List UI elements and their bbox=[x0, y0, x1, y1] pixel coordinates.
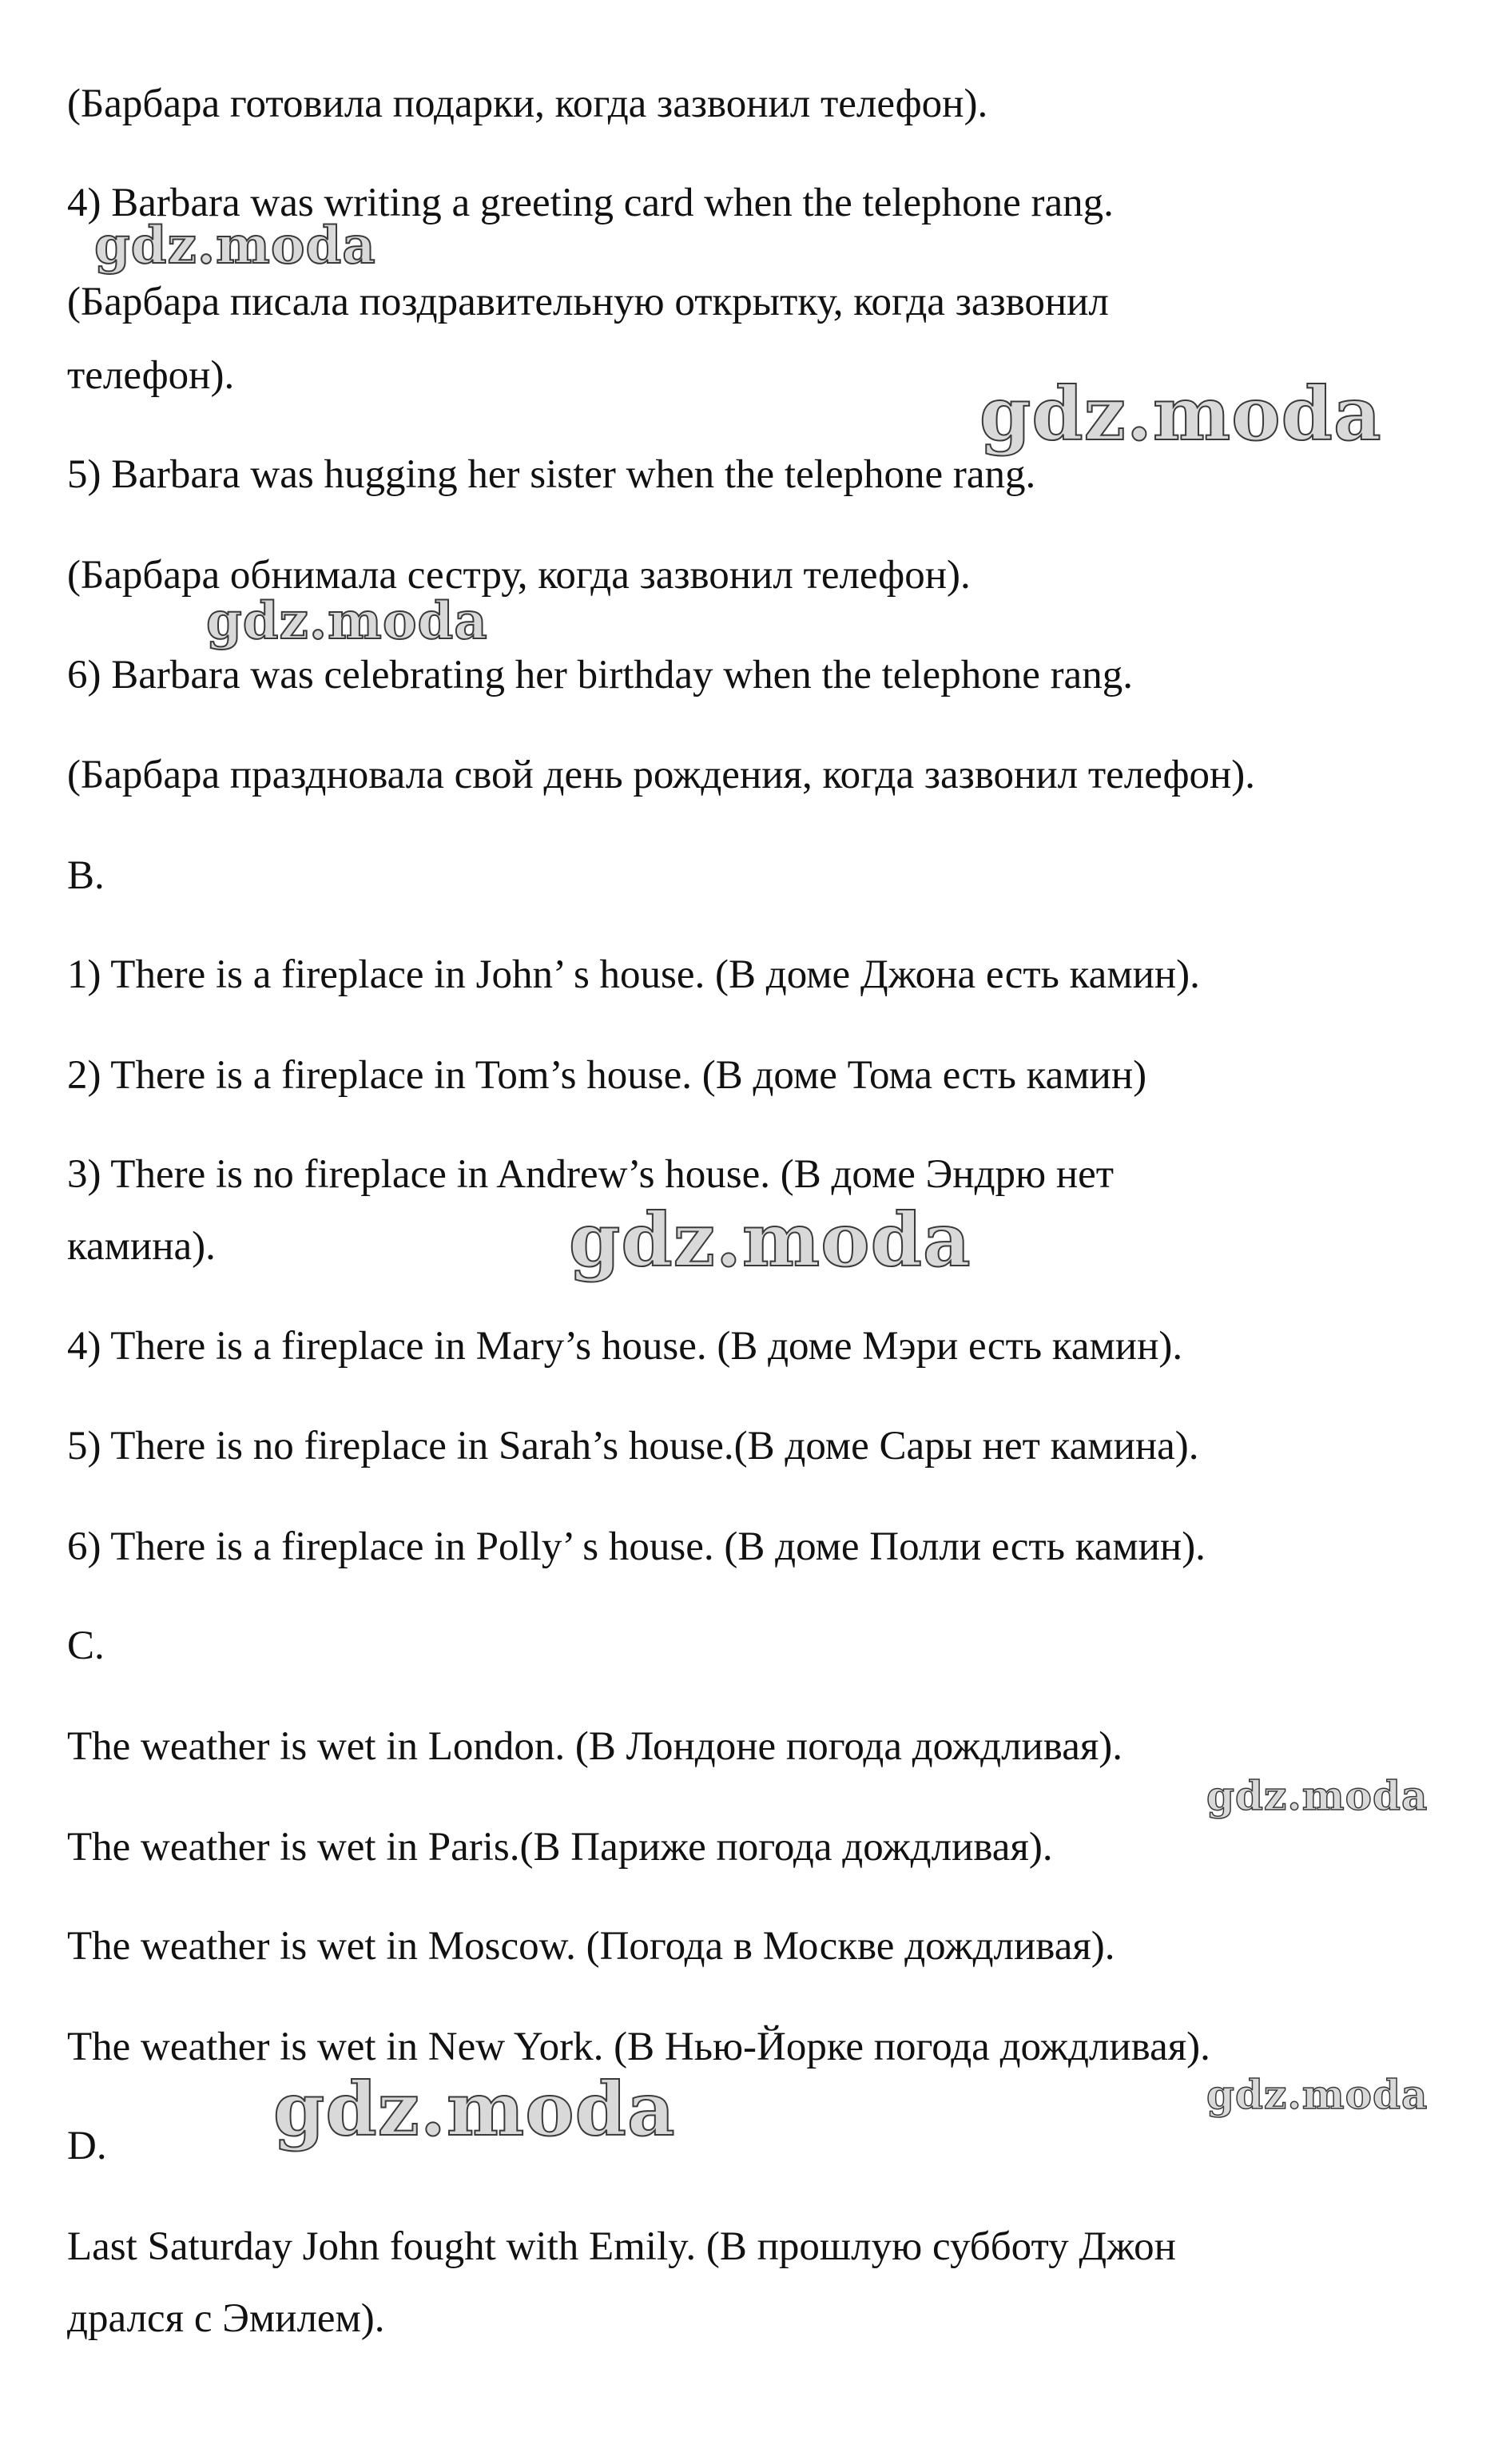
watermark: gdz.moda bbox=[273, 2066, 676, 2152]
text-line: Last Saturday John fought with Emily. (В прошлую субботу Джон bbox=[67, 2224, 1176, 2269]
text-line: 6) Barbara was celebrating her birthday when the telephone rang. bbox=[67, 653, 1133, 697]
text-line: (Барбара писала поздравительную открытку, когда зазвонил bbox=[67, 280, 1109, 324]
text-line: 5) There is no fireplace in Sarah’s house.(В доме Сары нет камина). bbox=[67, 1424, 1199, 1468]
text-line: 4) There is a fireplace in Mary’s house. (В доме Мэри есть камин). bbox=[67, 1324, 1183, 1369]
text-line: камина). bbox=[67, 1224, 216, 1269]
watermark: gdz.moda bbox=[569, 1197, 972, 1283]
text-line: телефон). bbox=[67, 353, 235, 398]
text-line: The weather is wet in Moscow. (Погода в Москве дождливая). bbox=[67, 1924, 1115, 1969]
section-heading: B. bbox=[67, 853, 105, 898]
watermark: gdz.moda bbox=[1206, 2071, 1428, 2118]
text-line: 5) Barbara was hugging her sister when the telephone rang. bbox=[67, 452, 1036, 497]
watermark: gdz.moda bbox=[1206, 1772, 1428, 1819]
watermark: gdz.moda bbox=[979, 371, 1382, 457]
text-line: 4) Barbara was writing a greeting card when the telephone rang. bbox=[67, 181, 1114, 225]
text-line: The weather is wet in Paris.(В Париже погода дождливая). bbox=[67, 1825, 1053, 1870]
text-line: 3) There is no fireplace in Andrew’s house. (В доме Эндрю нет bbox=[67, 1152, 1115, 1197]
section-heading: D. bbox=[67, 2124, 107, 2168]
text-line: дрался с Эмилем). bbox=[67, 2296, 385, 2341]
text-line: (Барбара готовила подарки, когда зазвонил телефон). bbox=[67, 81, 988, 126]
watermark: gdz.moda bbox=[94, 216, 376, 276]
text-line: The weather is wet in New York. (В Нью-Йорке погода дождливая). bbox=[67, 2025, 1210, 2069]
text-line: 2) There is a fireplace in Tom’s house. (В доме Тома есть камин) bbox=[67, 1053, 1147, 1098]
text-line: (Барбара обнимала сестру, когда зазвонил телефон). bbox=[67, 553, 971, 598]
text-line: 1) There is a fireplace in John’ s house. (В доме Джона есть камин). bbox=[67, 952, 1200, 997]
watermark: gdz.moda bbox=[206, 591, 488, 651]
text-line: The weather is wet in London. (В Лондоне погода дождливая). bbox=[67, 1724, 1123, 1769]
text-line: (Барбара праздновала свой день рождения, когда зазвонил телефон). bbox=[67, 753, 1256, 797]
section-heading: C. bbox=[67, 1623, 105, 1668]
text-line: 6) There is a fireplace in Polly’ s house. (В доме Полли есть камин). bbox=[67, 1524, 1206, 1569]
